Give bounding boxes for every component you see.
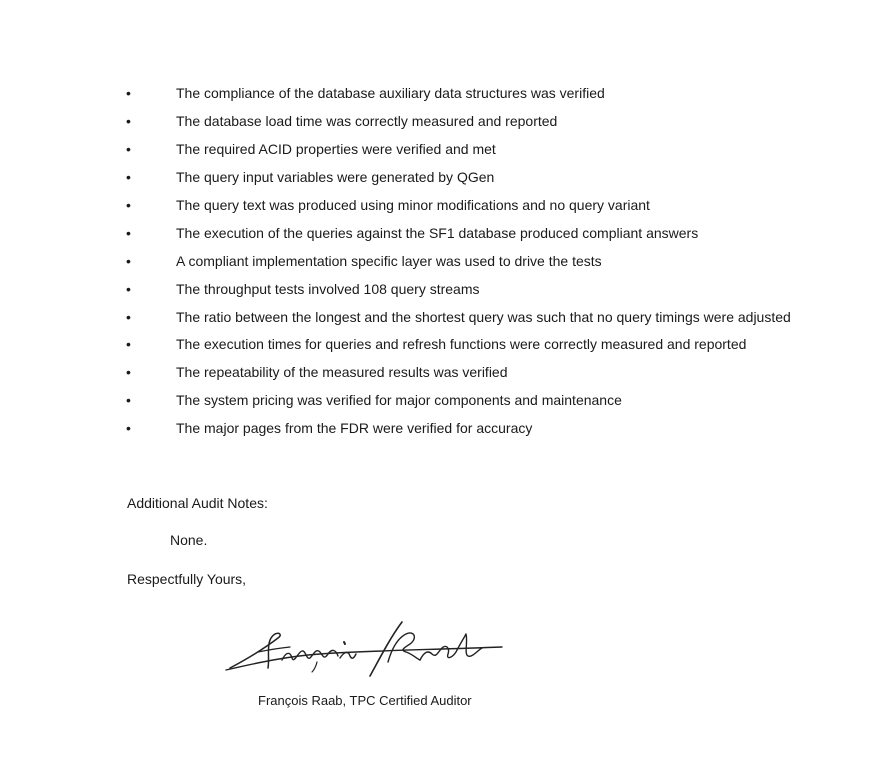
checklist-item-text: The database load time was correctly measured and reported	[176, 113, 558, 129]
checklist-item-text: A compliant implementation specific layer was used to drive the tests	[176, 253, 602, 269]
checklist-item	[126, 168, 806, 187]
signer-name: François Raab, TPC Certified Auditor	[258, 693, 472, 708]
bullet-icon: •	[126, 336, 131, 352]
bullet-icon: •	[126, 392, 131, 408]
bullet-icon: •	[126, 225, 131, 241]
checklist-item	[126, 140, 806, 159]
additional-notes-value: None.	[170, 532, 208, 548]
checklist-item-text: The execution of the queries against the SF1 database produced compliant answers	[176, 225, 699, 241]
checklist-item-text: The repeatability of the measured results was verified	[176, 364, 508, 380]
checklist-item	[126, 224, 806, 243]
bullet-icon: •	[126, 85, 131, 101]
bullet-icon: •	[126, 113, 131, 129]
checklist-item	[126, 196, 806, 215]
checklist-item	[126, 419, 806, 438]
audit-checklist	[126, 84, 806, 447]
checklist-item-text: The query text was produced using minor modifications and no query variant	[176, 197, 650, 213]
checklist-item	[126, 252, 806, 271]
bullet-icon: •	[126, 364, 131, 380]
bullet-icon: •	[126, 141, 131, 157]
bullet-icon: •	[126, 420, 131, 436]
bullet-icon: •	[126, 197, 131, 213]
checklist-item-text: The execution times for queries and refresh functions were correctly measured and reported	[176, 336, 747, 352]
checklist-item	[126, 112, 806, 131]
bullet-icon: •	[126, 253, 131, 269]
bullet-icon: •	[126, 169, 131, 185]
checklist-item	[126, 84, 806, 103]
checklist-item-text: The compliance of the database auxiliary data structures was verified	[176, 85, 605, 101]
checklist-item-text: The throughput tests involved 108 query streams	[176, 281, 480, 297]
checklist-item-text: The ratio between the longest and the shortest query was such that no query timings were adjusted	[176, 309, 791, 325]
checklist-item-text: The major pages from the FDR were verified for accuracy	[176, 420, 533, 436]
checklist-item	[126, 280, 806, 299]
checklist-item	[126, 308, 806, 327]
closing-salutation: Respectfully Yours,	[127, 571, 247, 587]
additional-notes-heading: Additional Audit Notes:	[127, 495, 268, 511]
checklist-item	[126, 363, 806, 382]
bullet-icon: •	[126, 281, 131, 297]
checklist-item	[126, 391, 806, 410]
checklist-item-text: The system pricing was verified for major components and maintenance	[176, 392, 622, 408]
handwritten-signature-icon	[220, 618, 510, 680]
bullet-icon: •	[126, 309, 131, 325]
checklist-item-text: The query input variables were generated by QGen	[176, 169, 495, 185]
checklist-item	[126, 335, 806, 354]
checklist-item-text: The required ACID properties were verified and met	[176, 141, 496, 157]
